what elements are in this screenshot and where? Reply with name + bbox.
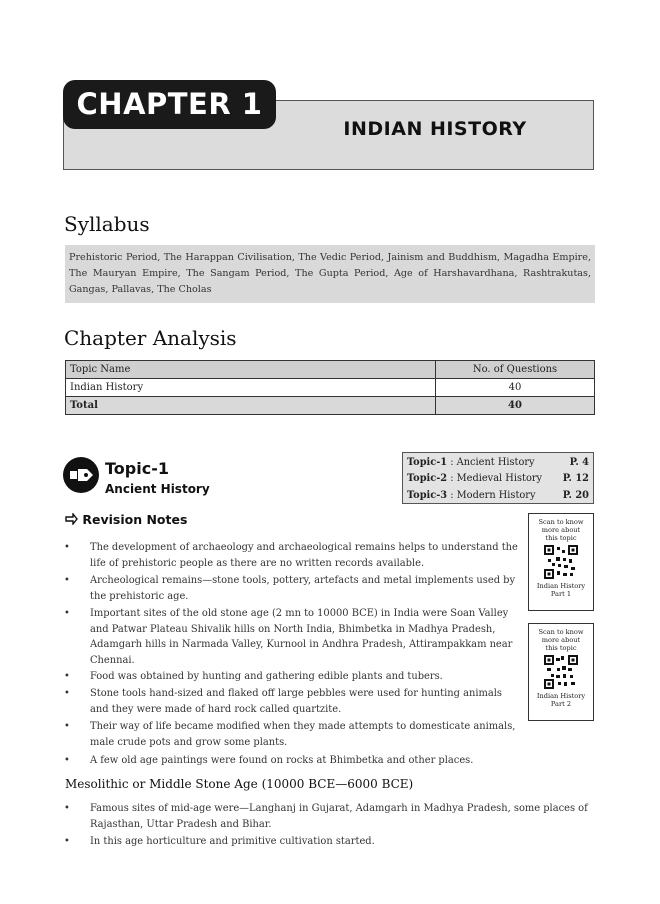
list-item [64, 540, 519, 571]
bullet: • [64, 608, 70, 619]
bullet: • [64, 721, 70, 732]
bullet-text: Food was obtained by hunting and gathering edible plants and tubers. [90, 671, 443, 682]
topic-index-box [402, 452, 594, 504]
syllabus-text: Prehistoric Period, The Harappan Civilisation, The Vedic Period, Jainism and Buddhism, Magadha Empire, The Mauryan Empire, The Sangam Period, The Gupta Period, Age of Harshavardhana, Rashtrakutas, Gangas, Pallavas, The Cholas [69, 252, 591, 296]
bullet-text: Stone tools hand-sized and flaked off large pebbles were used for hunting animals and they were made of hard rock called quartzite. [90, 688, 503, 715]
topic-index-item[interactable] [407, 455, 589, 471]
qr-code-icon[interactable] [544, 655, 578, 689]
bullet-text: Archeological remains—stone tools, pottery, artefacts and metal implements used by the prehistoric age. [90, 575, 516, 602]
list-item [64, 669, 519, 685]
subject-title: INDIAN HISTORY [343, 118, 527, 140]
bullet: • [64, 688, 70, 699]
chapter-analysis-table [65, 360, 595, 415]
bullet-text: The development of archaeology and archaeological remains helps to understand the life of prehistoric people as there are no written records available. [90, 542, 518, 569]
qr-caption: Scan to know more about this topic [538, 628, 584, 652]
topic-index-label: Topic-3 [407, 489, 448, 501]
cell-topic: Indian History [66, 379, 436, 397]
syllabus-box [65, 245, 595, 303]
topic-index-page: P. 4 [569, 457, 589, 468]
chapter-analysis-heading: Chapter Analysis [64, 326, 237, 350]
bullet-text: Their way of life became modified when they made attempts to domesticate animals, male crude pots and grow some plants. [90, 721, 516, 748]
bullet-text: A few old age paintings were found on rocks at Bhimbetka and other places. [90, 755, 474, 766]
pen-nib-icon [63, 457, 99, 493]
syllabus-heading: Syllabus [64, 212, 150, 236]
bullet: • [64, 542, 70, 553]
topic-index-item[interactable] [407, 471, 589, 487]
topic-index-label: Topic-2 [407, 473, 448, 485]
list-item [64, 686, 519, 717]
list-item [64, 719, 519, 750]
topic-index-page: P. 20 [562, 489, 589, 501]
list-item [64, 573, 519, 604]
qr-caption: Scan to know more about this topic [538, 518, 584, 542]
table-header-row [66, 361, 595, 379]
bullet: • [64, 755, 70, 766]
bullet: • [64, 671, 70, 682]
list-item [64, 834, 594, 850]
topic-index-name: : Modern History [447, 489, 536, 501]
bullet: • [64, 575, 70, 586]
bullet-text: Important sites of the old stone age (2 mn to 10000 BCE) in India were Soan Valley and Patwar Plateau Shivalik hills on North India, Bhimbetka in Madhya Pradesh, Adamgarh hills in Narmada Valley, Kurnool in Andhra Pradesh, Attirampakkam near Chennai. [90, 608, 513, 666]
topic-index-page: P. 12 [562, 473, 589, 485]
topic-title: Topic-1 [105, 459, 169, 478]
topic-index-name: : Medieval History [447, 473, 543, 485]
qr-part: Part 2 [550, 700, 572, 708]
total-label: Total [66, 397, 436, 415]
revision-notes-heading [65, 512, 187, 527]
qr-label: Indian History [536, 692, 586, 700]
topic-subtitle: Ancient History [105, 482, 210, 496]
qr-card[interactable] [528, 623, 594, 721]
bullet: • [64, 836, 70, 847]
table-row [66, 379, 595, 397]
topic-index-label: Topic-1 [407, 457, 448, 468]
revision-notes-title: Revision Notes [82, 512, 188, 527]
list-item [64, 801, 594, 832]
column-header-questions: No. of Questions [436, 361, 595, 379]
qr-part: Part 1 [550, 590, 572, 598]
total-value: 40 [436, 397, 595, 415]
bullet-text: Famous sites of mid-age were—Langhanj in Gujarat, Adamgarh in Madhya Pradesh, some places of Rajasthan, Uttar Pradesh and Bihar. [90, 803, 588, 830]
column-header-topic: Topic Name [66, 361, 436, 379]
topic-index-item[interactable] [407, 488, 589, 504]
qr-card[interactable] [528, 513, 594, 611]
topic-index-name: : Ancient History [447, 457, 535, 468]
list-item [64, 753, 519, 769]
cell-count: 40 [436, 379, 595, 397]
mesolithic-heading: Mesolithic or Middle Stone Age (10000 BCE—6000 BCE) [65, 777, 414, 791]
list-item [64, 606, 519, 668]
chapter-label: CHAPTER 1 [63, 80, 276, 129]
bullet: • [64, 803, 70, 814]
table-total-row [66, 397, 595, 415]
qr-label: Indian History [536, 582, 586, 590]
bullet-text: In this age horticulture and primitive cultivation started. [90, 836, 375, 847]
qr-code-icon[interactable] [544, 545, 578, 579]
arrow-circle-icon [65, 512, 82, 527]
